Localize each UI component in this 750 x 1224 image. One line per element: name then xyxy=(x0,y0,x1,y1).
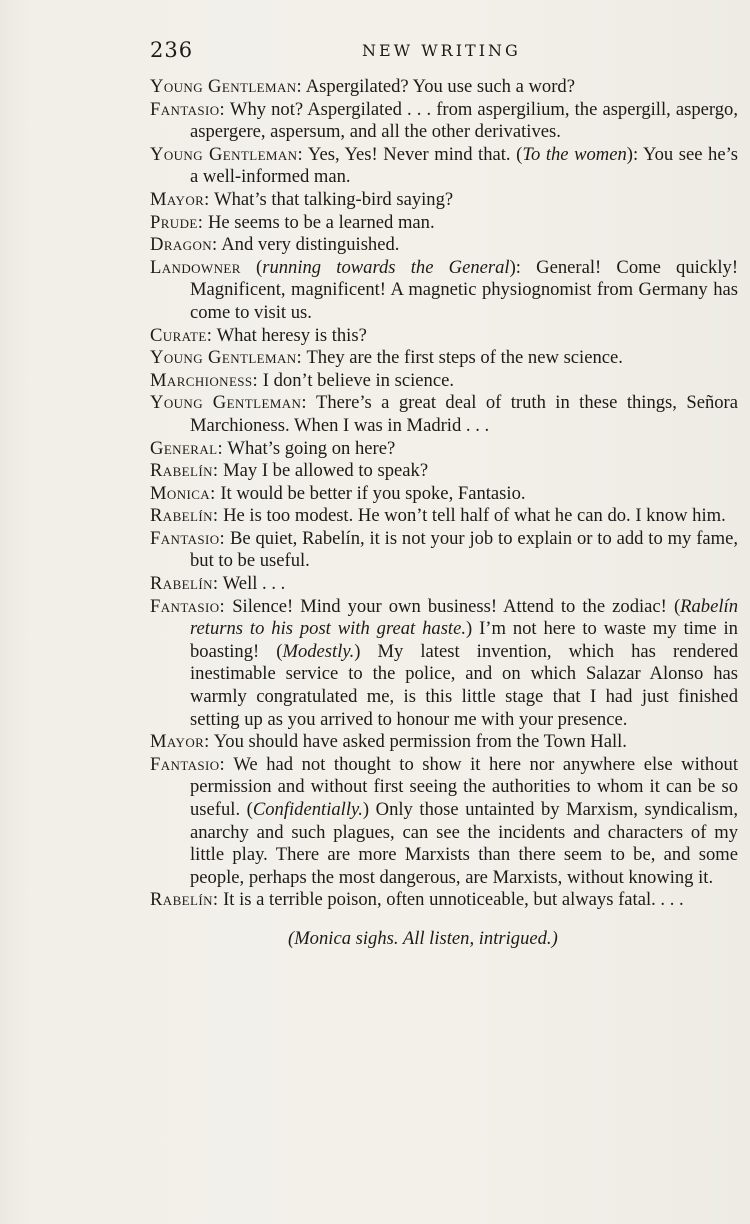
dialogue-line xyxy=(150,347,738,370)
page-header xyxy=(150,38,738,68)
speaker-name: Fantasio: xyxy=(150,527,226,549)
dialogue-line xyxy=(150,392,738,437)
dialogue-line xyxy=(150,189,738,212)
speech-text: Well . . . xyxy=(222,573,286,595)
speaker-name: Fantasio: xyxy=(150,753,226,775)
speaker-name: Dragon: xyxy=(150,234,218,256)
speech-text: ) I’m not here to waste my time in boasting! ( xyxy=(190,618,738,662)
speech-text: What heresy is this? xyxy=(216,324,367,346)
dialogue-line xyxy=(150,596,738,732)
speaker-name: Prude: xyxy=(150,211,204,233)
dialogue-line xyxy=(150,573,738,596)
speech-text: I don’t believe in science. xyxy=(262,369,454,391)
speaker-name: Mayor: xyxy=(150,731,210,753)
speaker-name: Mayor: xyxy=(150,188,210,210)
speaker-name: Landowner xyxy=(150,256,241,278)
speech-text: ) My latest invention, which has rendered inestimable service to the police, and on which Salazar Alonso has warmly congratulated me, is this little stage that I had just finished setting up as you arrived to honour me with your presence. xyxy=(190,640,738,730)
dialogue-line xyxy=(150,754,738,890)
speech-text: Be quiet, Rabelín, it is not your job to explain or to add to my fame, but to be useful. xyxy=(190,527,739,572)
speaker-name: General: xyxy=(150,437,224,459)
speaker-name: Young Gentleman: xyxy=(150,392,307,414)
speech-text: And very distinguished. xyxy=(221,234,400,256)
speech-text: You should have asked permission from the Town Hall. xyxy=(213,731,627,753)
speech-text: He is too modest. He won’t tell half of what he can do. I know him. xyxy=(223,505,726,527)
dialogue-line xyxy=(150,234,738,257)
stage-direction: Confidentially. xyxy=(252,799,363,820)
speech-text: They are the first steps of the new science. xyxy=(306,347,623,369)
dialogue-line xyxy=(150,144,738,189)
speech-text: It is a terrible poison, often unnoticeable, but always fatal. . . . xyxy=(223,889,684,911)
speech-text: What’s going on here? xyxy=(227,437,396,459)
speech-text: ( xyxy=(256,256,263,278)
speech-text: Aspergilated? You use such a word? xyxy=(305,76,575,97)
page-number: 236 xyxy=(150,38,194,62)
speech-text: ) Only those untainted by Marxism, syndicalism, anarchy and such plagues, can see the incidents and characters of my little play. There are more Marxists than there seem to be, and some people, perhaps the most dangerous, are Marxists, without knowing it. xyxy=(190,799,738,888)
speech-text: There’s a great deal of truth in these things, Señora Marchioness. When I was in Madrid . . . xyxy=(190,392,738,436)
dialogue-line xyxy=(150,528,738,573)
speaker-name: Fantasio: xyxy=(150,98,226,120)
speech-text: ): You see he’s a well-informed man. xyxy=(190,143,738,188)
speech-text: We had not thought to show it here nor anywhere else without permission and without first seeing the authorities to whom it can be so useful. ( xyxy=(190,753,738,820)
speaker-name: Rabelín: xyxy=(150,889,219,911)
dialogue-body xyxy=(150,76,738,951)
dialogue-line xyxy=(150,325,738,348)
dialogue-line xyxy=(150,257,738,325)
dialogue-line xyxy=(150,889,738,912)
speech-text: It would be better if you spoke, Fantasio. xyxy=(220,482,526,504)
speaker-name: Rabelín: xyxy=(150,573,219,595)
dialogue-line xyxy=(150,438,738,461)
speaker-name: Fantasio: xyxy=(150,595,226,617)
speaker-name: Curate: xyxy=(150,324,213,346)
dialogue-line xyxy=(150,76,738,99)
dialogue-line xyxy=(150,731,738,754)
closing-stage-direction: (Monica sighs. All listen, intrigued.) xyxy=(288,927,558,949)
speech-text: Silence! Mind your own business! Attend to the zodiac! ( xyxy=(232,595,681,617)
dialogue-line xyxy=(150,99,738,144)
speech-text: What’s that talking-bird saying? xyxy=(214,188,454,210)
dialogue-line xyxy=(150,212,738,235)
speech-text: ): General! Come quickly! Magnificent, magnificent! A magnetic physiognomist from Germany has come to visit us. xyxy=(190,256,739,323)
stage-direction: running towards the General xyxy=(262,256,510,278)
speech-text: He seems to be a learned man. xyxy=(207,211,435,233)
speech-text: Yes, Yes! Never mind that. ( xyxy=(307,143,523,165)
dialogue-line xyxy=(150,370,738,393)
stage-direction: Rabelín returns to his post with great haste. xyxy=(190,595,738,640)
running-head: NEW WRITING xyxy=(362,41,521,60)
dialogue-line xyxy=(150,505,738,528)
speaker-name: Rabelín: xyxy=(150,460,219,482)
speech-text: Why not? Aspergilated . . . from aspergilium, the aspergill, aspergo, aspergere, aspersum, and all the other derivatives. xyxy=(190,98,739,143)
speaker-name: Young Gentleman: xyxy=(150,347,303,369)
speaker-name: Young Gentleman: xyxy=(150,143,304,165)
speech-text: May I be allowed to speak? xyxy=(223,460,429,482)
dialogue-line xyxy=(150,460,738,483)
speaker-name: Young Gentleman: xyxy=(150,76,303,97)
speaker-name: Rabelín: xyxy=(150,505,219,527)
speaker-name: Monica: xyxy=(150,482,216,504)
stage-direction: To the women xyxy=(522,143,627,165)
speaker-name: Marchioness: xyxy=(150,369,259,391)
dialogue-line xyxy=(150,483,738,506)
stage-direction: Modestly. xyxy=(282,640,355,662)
